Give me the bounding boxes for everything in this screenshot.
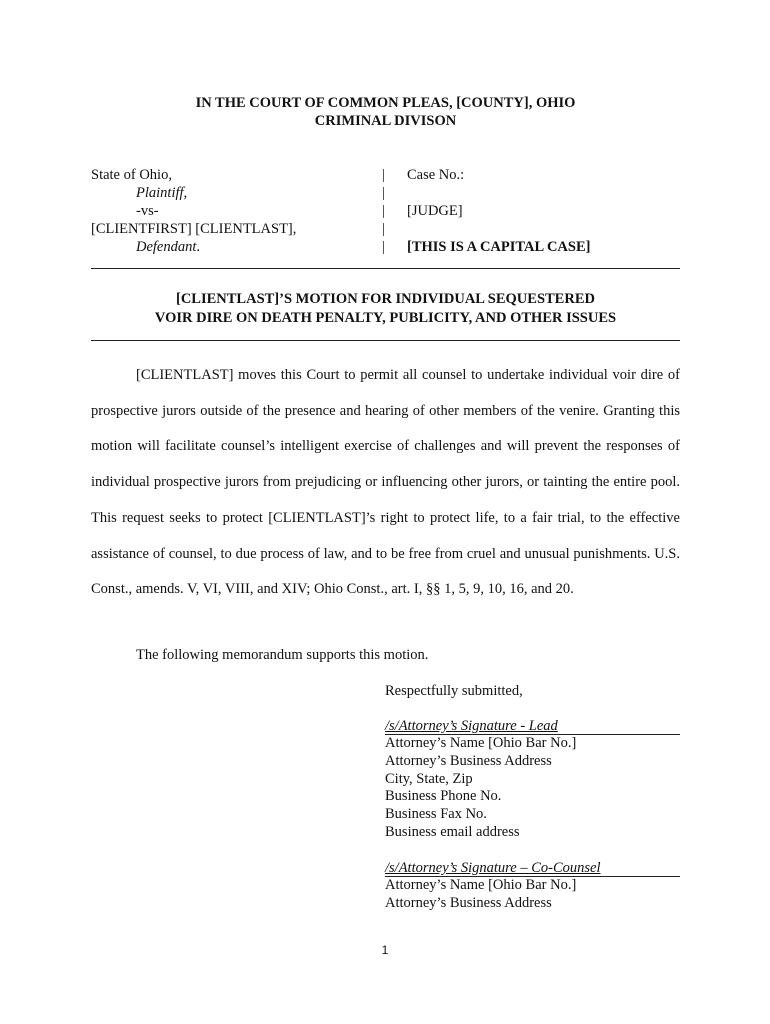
caption-bar: | [382,221,385,237]
motion-title-line1: [CLIENTLAST]’S MOTION FOR INDIVIDUAL SEQUESTERED [176,291,595,307]
signature-closing: Respectfully submitted, [385,683,523,699]
caption-divider [382,166,385,256]
case-caption [91,166,680,256]
case-number-label: Case No.: [407,167,465,183]
plaintiff-role: Plaintiff, [136,185,188,201]
defendant-name: [CLIENTFIRST] [CLIENTLAST], [91,221,297,237]
caption-parties [91,166,381,256]
defendant-role: Defendant [136,239,197,255]
lead-attorney-phone: Business Phone No. [385,788,502,805]
motion-title-line2: VOIR DIRE ON DEATH PENALTY, PUBLICITY, AND OTHER ISSUES [154,310,617,326]
caption-bar: | [382,167,385,183]
defendant-role-suffix: . [196,239,201,255]
caption-divider-rule [91,268,680,269]
co-attorney-name: Attorney’s Name [Ohio Bar No.] [385,877,577,893]
caption-bar: | [382,239,385,255]
co-attorney-address: Attorney’s Business Address [385,894,552,911]
court-heading [91,94,680,130]
lead-attorney-city: City, State, Zip [385,770,473,787]
page-number: 1 [381,943,389,957]
judge-name: [JUDGE] [407,203,463,219]
capital-case-notice: [THIS IS A CAPITAL CASE] [407,239,591,255]
court-name: IN THE COURT OF COMMON PLEAS, [COUNTY], OHIO [195,95,576,111]
plaintiff-name: State of Ohio, [91,167,172,183]
motion-body [91,358,680,608]
lead-attorney-address: Attorney’s Business Address [385,752,552,769]
memorandum-note: The following memorandum supports this motion. [136,647,429,663]
lead-attorney-email: Business email address [385,823,520,840]
caption-case-info [407,166,590,256]
caption-bar: | [382,185,385,201]
lead-attorney-name: Attorney’s Name [Ohio Bar No.] [385,735,577,751]
versus-label: -vs- [136,203,159,219]
title-divider-rule [91,340,680,341]
co-counsel-block [385,860,680,913]
lead-attorney-fax: Business Fax No. [385,806,487,823]
lead-signature-line: /s/Attorney’s Signature - Lead [385,718,680,735]
caption-bar: | [382,203,385,219]
motion-title [91,290,680,328]
defendant-role-line [91,238,381,256]
body-paragraph: [CLIENTLAST] moves this Court to permit all counsel to undertake individual voir dire of prospective jurors outside of the presence and hearing of other members of the venire. Granting this motion will facilitate counsel’s intelligent exercise of challenges and will prevent the responses of individual prospective jurors from prejudicing or influencing other jurors, or tainting the entire pool. This request seeks to protect [CLIENTLAST]’s right to protect life, to a fair trial, to the effective assistance of counsel, to due process of law, and to be free from cruel and unusual punishments. U.S. Const., amends. V, VI, VIII, and XIV; Ohio Const., art. I, §§ 1, 5, 9, 10, 16, and 20. [91,367,680,598]
court-division: CRIMINAL DIVISON [314,113,457,129]
co-signature-line: /s/Attorney’s Signature – Co-Counsel [385,860,680,877]
lead-counsel-block [385,718,680,842]
